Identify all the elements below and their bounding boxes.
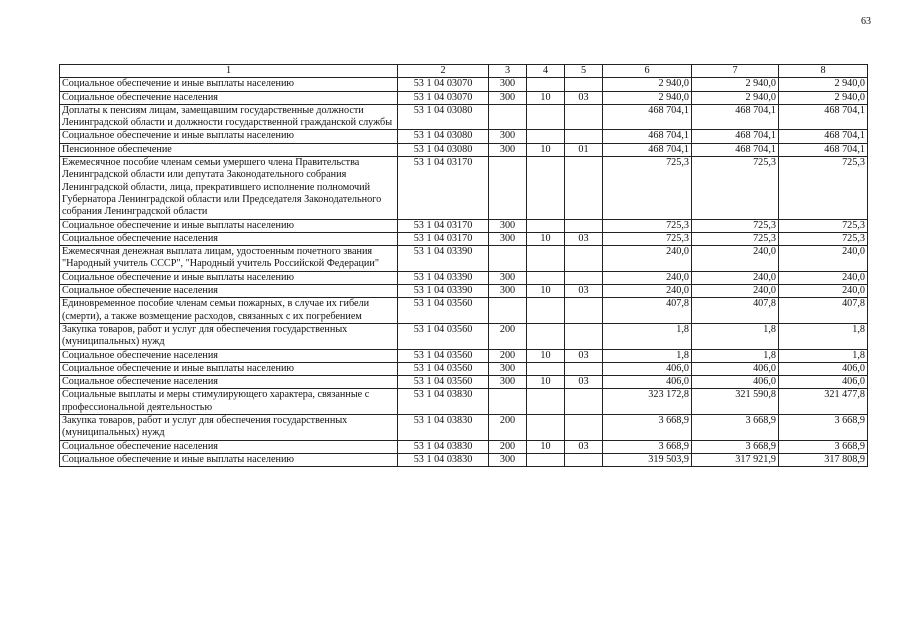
subsection-cell [565, 389, 603, 415]
table-row [60, 78, 868, 91]
row-name-cell: Пенсионное обеспечение [60, 143, 398, 156]
target-article-cell: 53 1 04 03830 [398, 440, 489, 453]
row-name-cell: Социальное обеспечение населения [60, 91, 398, 104]
expense-type-cell: 300 [489, 143, 527, 156]
amount-cell-8: 1,8 [779, 349, 868, 362]
amount-cell-7: 1,8 [692, 323, 779, 349]
amount-cell-7: 2 940,0 [692, 91, 779, 104]
row-name-cell: Доплаты к пенсиям лицам, замещавшим государственные должности Ленинградской области и должности государственной гражданской службы [60, 104, 398, 130]
column-header: 8 [779, 65, 868, 78]
column-header: 6 [603, 65, 692, 78]
amount-cell-8: 407,8 [779, 298, 868, 324]
expense-type-cell [489, 104, 527, 130]
row-name-cell: Социальное обеспечение населения [60, 285, 398, 298]
amount-cell-6: 725,3 [603, 232, 692, 245]
table-row [60, 362, 868, 375]
subsection-cell [565, 130, 603, 143]
amount-cell-6: 468 704,1 [603, 143, 692, 156]
table-row [60, 285, 868, 298]
amount-cell-7: 2 940,0 [692, 78, 779, 91]
amount-cell-8: 3 668,9 [779, 415, 868, 441]
target-article-cell: 53 1 04 03170 [398, 232, 489, 245]
amount-cell-7: 468 704,1 [692, 130, 779, 143]
table-row [60, 246, 868, 272]
subsection-cell [565, 219, 603, 232]
amount-cell-6: 468 704,1 [603, 104, 692, 130]
section-cell [527, 415, 565, 441]
target-article-cell: 53 1 04 03070 [398, 78, 489, 91]
expense-type-cell: 300 [489, 453, 527, 466]
amount-cell-7: 321 590,8 [692, 389, 779, 415]
expense-type-cell: 300 [489, 78, 527, 91]
subsection-cell [565, 157, 603, 219]
budget-table [59, 64, 868, 467]
row-name-cell: Ежемесячное пособие членам семьи умершего члена Правительства Ленинградской области или депутата Законодательного собрания Ленинградской области, лица, прекратившего исполнение полномочий Губернатора Ленинградской области или Председателя Законодательного собрания Ленинградской области [60, 157, 398, 219]
target-article-cell: 53 1 04 03080 [398, 130, 489, 143]
expense-type-cell: 300 [489, 285, 527, 298]
amount-cell-8: 240,0 [779, 246, 868, 272]
amount-cell-7: 3 668,9 [692, 440, 779, 453]
amount-cell-8: 2 940,0 [779, 78, 868, 91]
table-row [60, 453, 868, 466]
row-name-cell: Закупка товаров, работ и услуг для обеспечения государственных (муниципальных) нужд [60, 415, 398, 441]
target-article-cell: 53 1 04 03830 [398, 453, 489, 466]
amount-cell-8: 725,3 [779, 219, 868, 232]
amount-cell-8: 725,3 [779, 232, 868, 245]
subsection-cell: 01 [565, 143, 603, 156]
section-cell: 10 [527, 285, 565, 298]
target-article-cell: 53 1 04 03070 [398, 91, 489, 104]
amount-cell-8: 406,0 [779, 362, 868, 375]
target-article-cell: 53 1 04 03560 [398, 298, 489, 324]
section-cell [527, 104, 565, 130]
section-cell [527, 246, 565, 272]
table-row [60, 219, 868, 232]
amount-cell-8: 468 704,1 [779, 130, 868, 143]
subsection-cell [565, 323, 603, 349]
target-article-cell: 53 1 04 03560 [398, 376, 489, 389]
row-name-cell: Социальное обеспечение и иные выплаты населению [60, 78, 398, 91]
table-row [60, 349, 868, 362]
expense-type-cell [489, 157, 527, 219]
target-article-cell: 53 1 04 03390 [398, 285, 489, 298]
amount-cell-7: 725,3 [692, 219, 779, 232]
amount-cell-7: 406,0 [692, 376, 779, 389]
subsection-cell [565, 362, 603, 375]
amount-cell-6: 240,0 [603, 285, 692, 298]
table-row [60, 232, 868, 245]
table-row [60, 143, 868, 156]
row-name-cell: Социальное обеспечение населения [60, 232, 398, 245]
amount-cell-6: 323 172,8 [603, 389, 692, 415]
amount-cell-7: 725,3 [692, 232, 779, 245]
subsection-cell: 03 [565, 349, 603, 362]
section-cell: 10 [527, 440, 565, 453]
column-header: 7 [692, 65, 779, 78]
expense-type-cell: 300 [489, 130, 527, 143]
amount-cell-6: 3 668,9 [603, 415, 692, 441]
expense-type-cell [489, 298, 527, 324]
amount-cell-6: 319 503,9 [603, 453, 692, 466]
row-name-cell: Социальное обеспечение и иные выплаты населению [60, 362, 398, 375]
amount-cell-6: 725,3 [603, 219, 692, 232]
column-header: 4 [527, 65, 565, 78]
amount-cell-6: 2 940,0 [603, 78, 692, 91]
section-cell [527, 219, 565, 232]
row-name-cell: Социальное обеспечение населения [60, 349, 398, 362]
amount-cell-6: 1,8 [603, 323, 692, 349]
target-article-cell: 53 1 04 03830 [398, 389, 489, 415]
amount-cell-6: 406,0 [603, 362, 692, 375]
amount-cell-6: 1,8 [603, 349, 692, 362]
expense-type-cell: 300 [489, 376, 527, 389]
row-name-cell: Закупка товаров, работ и услуг для обеспечения государственных (муниципальных) нужд [60, 323, 398, 349]
subsection-cell: 03 [565, 285, 603, 298]
expense-type-cell: 300 [489, 219, 527, 232]
target-article-cell: 53 1 04 03390 [398, 246, 489, 272]
amount-cell-6: 406,0 [603, 376, 692, 389]
amount-cell-6: 240,0 [603, 246, 692, 272]
subsection-cell: 03 [565, 440, 603, 453]
section-cell: 10 [527, 349, 565, 362]
column-header: 3 [489, 65, 527, 78]
amount-cell-7: 240,0 [692, 246, 779, 272]
expense-type-cell [489, 246, 527, 272]
section-cell: 10 [527, 143, 565, 156]
section-cell [527, 157, 565, 219]
amount-cell-8: 406,0 [779, 376, 868, 389]
column-header: 2 [398, 65, 489, 78]
expense-type-cell: 300 [489, 362, 527, 375]
expense-type-cell: 200 [489, 323, 527, 349]
subsection-cell [565, 298, 603, 324]
section-cell: 10 [527, 91, 565, 104]
amount-cell-7: 406,0 [692, 362, 779, 375]
table-row [60, 415, 868, 441]
subsection-cell: 03 [565, 376, 603, 389]
subsection-cell [565, 415, 603, 441]
target-article-cell: 53 1 04 03560 [398, 349, 489, 362]
table-row [60, 376, 868, 389]
target-article-cell: 53 1 04 03080 [398, 143, 489, 156]
table-header-row [60, 65, 868, 78]
amount-cell-8: 468 704,1 [779, 104, 868, 130]
row-name-cell: Социальное обеспечение и иные выплаты населению [60, 130, 398, 143]
table-row [60, 298, 868, 324]
subsection-cell [565, 78, 603, 91]
target-article-cell: 53 1 04 03080 [398, 104, 489, 130]
section-cell [527, 453, 565, 466]
subsection-cell [565, 246, 603, 272]
expense-type-cell: 200 [489, 415, 527, 441]
target-article-cell: 53 1 04 03390 [398, 271, 489, 284]
amount-cell-7: 317 921,9 [692, 453, 779, 466]
table-row [60, 130, 868, 143]
amount-cell-7: 407,8 [692, 298, 779, 324]
table-row [60, 389, 868, 415]
row-name-cell: Социальное обеспечение и иные выплаты населению [60, 271, 398, 284]
amount-cell-8: 1,8 [779, 323, 868, 349]
section-cell [527, 130, 565, 143]
row-name-cell: Социальное обеспечение населения [60, 376, 398, 389]
amount-cell-7: 1,8 [692, 349, 779, 362]
amount-cell-8: 468 704,1 [779, 143, 868, 156]
amount-cell-6: 240,0 [603, 271, 692, 284]
amount-cell-8: 725,3 [779, 157, 868, 219]
expense-type-cell: 300 [489, 271, 527, 284]
row-name-cell: Социальное обеспечение и иные выплаты населению [60, 219, 398, 232]
expense-type-cell: 200 [489, 349, 527, 362]
amount-cell-8: 321 477,8 [779, 389, 868, 415]
subsection-cell [565, 453, 603, 466]
amount-cell-6: 407,8 [603, 298, 692, 324]
amount-cell-8: 240,0 [779, 271, 868, 284]
section-cell: 10 [527, 376, 565, 389]
target-article-cell: 53 1 04 03830 [398, 415, 489, 441]
amount-cell-8: 3 668,9 [779, 440, 868, 453]
amount-cell-7: 3 668,9 [692, 415, 779, 441]
amount-cell-7: 240,0 [692, 271, 779, 284]
table-row [60, 157, 868, 219]
row-name-cell: Ежемесячная денежная выплата лицам, удостоенным почетного звания "Народный учитель СССР", "Народный учитель Российской Федерации" [60, 246, 398, 272]
row-name-cell: Социальное обеспечение населения [60, 440, 398, 453]
subsection-cell: 03 [565, 232, 603, 245]
amount-cell-7: 468 704,1 [692, 104, 779, 130]
section-cell [527, 298, 565, 324]
table-row [60, 440, 868, 453]
amount-cell-6: 725,3 [603, 157, 692, 219]
page-number: 63 [861, 16, 871, 27]
amount-cell-6: 2 940,0 [603, 91, 692, 104]
section-cell: 10 [527, 232, 565, 245]
section-cell [527, 362, 565, 375]
expense-type-cell [489, 389, 527, 415]
table-row [60, 104, 868, 130]
section-cell [527, 271, 565, 284]
amount-cell-8: 2 940,0 [779, 91, 868, 104]
table-row [60, 323, 868, 349]
amount-cell-7: 240,0 [692, 285, 779, 298]
row-name-cell: Единовременное пособие членам семьи пожарных, в случае их гибели (смерти), а также возмещение расходов, связанных с их погребением [60, 298, 398, 324]
section-cell [527, 78, 565, 91]
expense-type-cell: 300 [489, 91, 527, 104]
amount-cell-8: 240,0 [779, 285, 868, 298]
column-header: 1 [60, 65, 398, 78]
table-row [60, 91, 868, 104]
target-article-cell: 53 1 04 03170 [398, 219, 489, 232]
section-cell [527, 389, 565, 415]
column-header: 5 [565, 65, 603, 78]
table-row [60, 271, 868, 284]
row-name-cell: Социальное обеспечение и иные выплаты населению [60, 453, 398, 466]
target-article-cell: 53 1 04 03560 [398, 362, 489, 375]
expense-type-cell: 300 [489, 232, 527, 245]
row-name-cell: Социальные выплаты и меры стимулирующего характера, связанные с профессиональной деятельностью [60, 389, 398, 415]
target-article-cell: 53 1 04 03560 [398, 323, 489, 349]
amount-cell-6: 3 668,9 [603, 440, 692, 453]
amount-cell-8: 317 808,9 [779, 453, 868, 466]
amount-cell-6: 468 704,1 [603, 130, 692, 143]
section-cell [527, 323, 565, 349]
amount-cell-7: 725,3 [692, 157, 779, 219]
subsection-cell: 03 [565, 91, 603, 104]
target-article-cell: 53 1 04 03170 [398, 157, 489, 219]
subsection-cell [565, 271, 603, 284]
expense-type-cell: 200 [489, 440, 527, 453]
subsection-cell [565, 104, 603, 130]
amount-cell-7: 468 704,1 [692, 143, 779, 156]
